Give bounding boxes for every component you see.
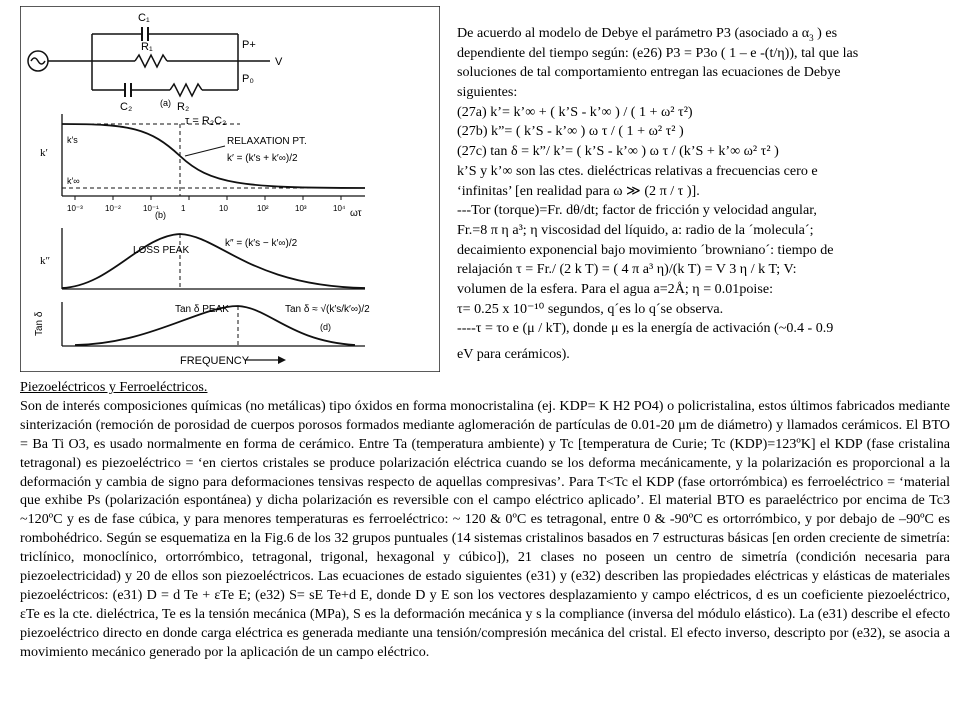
- panel-d-xlabel: FREQUENCY: [180, 355, 250, 367]
- panel-a-annotation: RELAXATION PT.: [227, 136, 307, 147]
- text-line: ‘infinitas’ [en realidad para ω ≫ (2 π / τ )].: [457, 182, 700, 199]
- tick-label: 10: [219, 204, 228, 213]
- panel-b-annotation: LOSS PEAK: [133, 245, 190, 256]
- text-line: k’S y k’∞ son las ctes. dieléctricas relativas a frecuencias cero e: [457, 162, 818, 179]
- section-body: Son de interés composiciones químicas (no metálicas) tipo óxidos en forma monocristalina (ej. KDP= K H2 PO4) o policristalina, estos últimos fabricados mediante sinterización (remoción de porosidad de cuerpos porosos formados mediante aglomeración de partículas de 0.01-20 μm de diámetro) y llamados cerámicos. El BTO = Ba Ti O3, es usado normalmente en forma de cerámico. Entre Ta (temperatura ambiente) y Tc [temperatura de Curie; Tc (KDP)=123ºK] el KDP (fase cristalina tetragonal) es piezoeléctrico = ‘en ciertos cristales se produce polarización eléctrica cuando se los deforma mecánicamente, y la polarización es proporcional a la deformación y cambia de signo para deformaciones tensivas respecto de aquellas compresivas’. Para T<Tc el KDP (fase ortorrómbica) es ferroeléctrico = ‘material que exhibe Ps (polarización espontánea) y dicha polarización es reversible con el campo eléctrico aplicado’. El material BTO es paraeléctrico por encima de Tc3 ~120ºC y es de fase cúbica, y para menores temperaturas es ferroeléctrico: ~ 120 & 0ºC es tetragonal, entre 0 & -90ºC es ortorrómbico, y por debajo de –90ºC es rombohédrico. Según se esquematiza en la Fig.6 de los 32 grupos puntuales (14 sistemas cristalinos basados en 7 estructuras básicas [en orden creciente de simetría: triclínico, monoclínico, ortorrómbico, tetragonal, trigonal, hexagonal y cúbico]), 21 clases no poseen un centro de simetría (condición necesaria para piezoelectricidad) y 20 de ellos son piezoeléctricos. Las ecuaciones de estado siguientes (e31) y (e32) describen las propiedades eléctricas y elásticas de materiales piezoeléctricos: (e31) D = d Te + εTe E; (e32) S= sE Te+d E, donde D y E son los vectores desplazamiento y campo eléctricos, d es un coeficiente piezoeléctrico, εTe es la cte. dieléctrica, Te es la tensión mecánica (MPa), S es la deformación mecánica y s la compliance (inversa del módulo elástico). La (e31) describe el efecto piezoeléctrico directo en donde carga eléctrica es generada mediante una tensión/compresión mecánica del cristal. El efecto inverso, descripto por (e32), se asocia a movimiento mecánico generado por la aplicación de un campo eléctrico.: [20, 397, 950, 660]
- label-c1: C₁: [138, 12, 150, 24]
- text-line: dependiente del tiempo según: (e26) P3 = P3o ( 1 – e -(t/η)), tal que las: [457, 44, 859, 61]
- panel-a-tag: (a): [160, 98, 171, 108]
- debye-figure: [20, 6, 440, 372]
- tick-label: 1: [181, 204, 186, 213]
- panel-d: [34, 302, 370, 367]
- tick-label: 10⁻³: [67, 204, 83, 213]
- panel-a-kinf: k′∞: [67, 176, 80, 186]
- panel-a-xlabel: ωτ: [350, 208, 362, 219]
- label-p-zero: P₀: [242, 73, 254, 85]
- tick-label: 10⁻¹: [143, 204, 159, 213]
- text-line: decaimiento exponencial bajo movimiento ´browniano´: tiempo de: [457, 241, 834, 258]
- panel-b-tag: (b): [155, 210, 166, 220]
- label-r2: R₂: [177, 101, 190, 113]
- text-line: relajación τ = Fr./ (2 k T) = ( 4 π a³ η)/(k T) = V 3 η / k T; V:: [457, 261, 797, 278]
- panel-d-tag: (d): [320, 322, 331, 332]
- text-line: eV para cerámicos).: [457, 346, 570, 362]
- section-heading: Piezoeléctricos y Ferroeléctricos.: [20, 379, 208, 395]
- text-line: [457, 24, 947, 44]
- text-line: soluciones de tal comportamiento entregan las ecuaciones de Debye: [457, 64, 841, 81]
- label-v: V: [275, 56, 283, 68]
- panel-b-formula: k″ = (k′s − k′∞)/2: [225, 238, 298, 249]
- label-r1: R₁: [141, 41, 153, 53]
- piezo-section: [20, 378, 950, 662]
- ac-wave-icon: [31, 58, 45, 64]
- label-tau-eq: τ = R₂C₂: [185, 115, 227, 127]
- text-line: (27c) tan δ = k”/ k’= ( k’S - k’∞ ) ω τ / (k’S + k’∞ ω² τ² ): [457, 143, 779, 160]
- text-line: (27a) k’= k’∞ + ( k’S - k’∞ ) / ( 1 + ω² τ²): [457, 103, 693, 120]
- text-line: Fr.=8 π η a³; η viscosidad del líquido, a: radio de la ´molecula´;: [457, 221, 814, 238]
- tick-label: 10⁻²: [105, 204, 121, 213]
- debye-figure-svg: [20, 6, 440, 372]
- equivalent-circuit: [28, 27, 270, 97]
- panel-d-ylabel: Tan δ: [34, 311, 45, 336]
- tick-label: 10³: [295, 204, 307, 213]
- text-line: volumen de la esfera. Para el agua a=2Å; η = 0.01poise:: [457, 280, 774, 297]
- text-l1a: De acuerdo al modelo de Debye el parámetro P3 (asociado a: [457, 25, 802, 41]
- panel-d-annotation: Tan δ PEAK: [175, 304, 229, 315]
- text-line: siguientes:: [457, 84, 518, 101]
- panel-a-formula: k′ = (k′s + k′∞)/2: [227, 153, 298, 164]
- text-line: (27b) k”= ( k’S - k’∞ ) ω τ / ( 1 + ω² τ² ): [457, 123, 684, 140]
- text-line: ---Tor (torque)=Fr. dθ/dt; factor de fricción y velocidad angular,: [457, 202, 817, 219]
- text-line: τ= 0.25 x 10⁻¹⁰ segundos, q´es lo q´se observa.: [457, 300, 724, 317]
- panel-b-kdprime: k″: [40, 255, 51, 267]
- panel-a-ticks: [67, 196, 346, 213]
- text-l1d: ) es: [813, 25, 838, 41]
- tick-label: 10⁴: [333, 204, 346, 213]
- panel-d-formula: Tan δ ≈ √(k′s/k′∞)/2: [285, 304, 370, 315]
- label-p-plus: P+: [242, 39, 256, 51]
- text-line: ----τ = τo e (μ / kT), donde μ es la energía de activación (~0.4 - 0.9: [457, 320, 834, 337]
- label-c2: C₂: [120, 101, 133, 113]
- panel-a-kprime: k′: [40, 147, 48, 159]
- arrow-right-icon: [278, 356, 286, 364]
- panel-b: [40, 210, 365, 289]
- tick-label: 10²: [257, 204, 269, 213]
- debye-model-text: [457, 24, 947, 365]
- text-l1b: α: [801, 25, 810, 41]
- text-l1c: 3: [809, 32, 814, 43]
- panel-a-ks: k′s: [67, 135, 78, 145]
